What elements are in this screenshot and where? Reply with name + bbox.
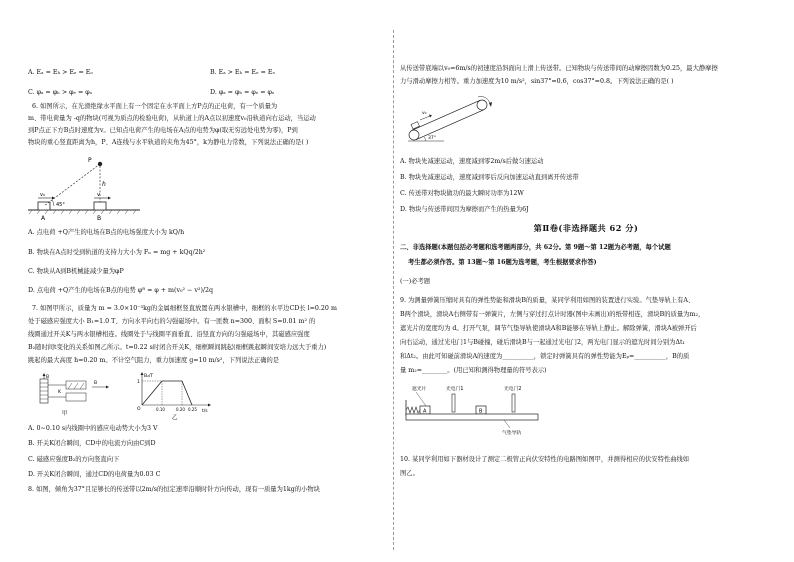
q8-option-b: B. 物块先减速运动，速度减到零后反向加速运动直到离开传送带 bbox=[400, 174, 579, 181]
graph-x2: 0.20 bbox=[176, 407, 185, 412]
q9-line-3: 遮光片的宽度均为 d。打开气泵，调节气垫导轨使滑块A和B能够在导轨上静止。解除弹簧，滑块A被弹开后 bbox=[400, 325, 697, 332]
svg-text:B: B bbox=[94, 381, 98, 386]
section-2-line-2: 考生都必须作答。第 13题～第 16题为选考题，考生根据要求作答) bbox=[408, 259, 597, 266]
q8-line-1: 8. 如图，倾角为37°且足够长的传送带以2m/s的恒定速率沿顺时针方向传动，现有一质量为1kg的小物块 bbox=[28, 486, 320, 493]
label-gate-1: 光电门1 bbox=[446, 387, 464, 392]
q6-line-1: 6. 如图所示，在光滑绝缘水平面上有一个固定在水平面上方P点的正电荷，有一个质量为 bbox=[32, 103, 278, 110]
q6-option-c: C. 物块从A到B机械能减少量为φP bbox=[28, 268, 124, 275]
option-b-energy: B. Eₐ > Eₕ = Eₑ = Eₒ bbox=[210, 69, 275, 76]
graph-xlabel: t/s bbox=[202, 409, 208, 414]
label-slider-b: B bbox=[479, 408, 483, 415]
q7-line-5: 跳起的最大高度 h=0.20 m。不计空气阻力，重力加速度 g=10 m/s²，下列说法正确的是 bbox=[28, 357, 280, 364]
b2-curve bbox=[142, 381, 192, 405]
q7-line-2: 处于磁感应强度大小 B₁=1.0 T、方向水平向右的匀强磁场中。有一匝数 n=300、面积 S=0.01 m² 的 bbox=[28, 318, 316, 325]
option-d-potential: D. φₐ = φₕ = φₑ = φₒ bbox=[210, 89, 275, 96]
figure-yi bbox=[137, 372, 211, 421]
lower-pulley bbox=[409, 130, 419, 140]
q7-line-1: 7. 如图甲所示，质量为 m = 3.0×10⁻³kg的金属细框竖直放置在两水银槽中，细框的水平边CD长 l=0.20 m bbox=[32, 305, 337, 312]
q10-line-2: 图乙。 bbox=[400, 470, 419, 477]
graph-origin: O bbox=[137, 407, 141, 412]
label-slider-a: A bbox=[423, 408, 427, 415]
q9-line-4: 向右运动，通过光电门1与B碰撞，碰后滑块B与一起通过光电门2，两光电门显示的遮光时间分别为Δt₁ bbox=[400, 339, 686, 346]
label-air-track: 气垫导轨 bbox=[502, 431, 522, 436]
block-b bbox=[94, 202, 106, 210]
q8-option-d: D. 物块与传送带间因为摩擦而产生的热量为6J bbox=[400, 206, 529, 213]
q9-line-6: 量 m₂=________。(用已知和测得物理量的符号表示) bbox=[400, 367, 547, 374]
q8-option-a: A. 物块先减速运动，速度减到零2m/s后做匀速运动 bbox=[400, 158, 544, 165]
label-v: v bbox=[97, 192, 100, 198]
graph-y1: 1 bbox=[137, 380, 140, 385]
q9-line-5: 和Δt₂。由此可知碰前滑块A的速度为__________，锁定时弹簧具有的弹性势能为Eₚ=__________，B的质 bbox=[400, 353, 690, 360]
q10-line-1: 10. 某同学利用如下器材设计了测定二极管正向伏安特性的电路图如图甲，并测得相应的伏安特性曲线如 bbox=[400, 456, 690, 463]
gate-1 bbox=[452, 394, 455, 412]
q8-diagram bbox=[404, 93, 494, 149]
label-v0: v₀ bbox=[40, 192, 45, 198]
q6-line-3: 到P点正下方B点时速度为v。已知点电荷产生的电场在A点的电势为φ(取无穷远处电势为零)，P到 bbox=[28, 127, 298, 134]
q8-label-angle: 37° bbox=[428, 136, 436, 141]
q7-option-d: D. 开关K闭合瞬间，通过CD的电荷量为0.03 C bbox=[28, 471, 161, 478]
air-track bbox=[406, 414, 538, 420]
q7-option-b: B. 开关K闭合瞬间，CD中的电流方向由C到D bbox=[28, 440, 156, 447]
section-2-required: (一)必考题 bbox=[400, 278, 431, 285]
label-shutter: 遮光片 bbox=[412, 387, 427, 392]
spring bbox=[406, 407, 420, 413]
q7-option-a: A. 0~0.10 s内线圈中的感应电动势大小为3 V bbox=[28, 425, 158, 432]
q8-cont-line-2: 力与滑动摩擦力相等。重力加速度为10 m/s²，sin37°=0.6，cos37°=0.8。下列说法正确的是( ) bbox=[400, 78, 674, 85]
label-gate-2: 光电门2 bbox=[504, 387, 522, 392]
q6-option-a: A. 点电荷 +Q产生的电场在B点的电场强度大小为 kQ/h bbox=[28, 229, 185, 236]
part-2-title: 第Ⅱ卷(非选择题共 62 分) bbox=[533, 223, 639, 233]
label-b: B bbox=[97, 215, 102, 222]
gate-2 bbox=[512, 394, 515, 412]
label-p: P bbox=[88, 157, 92, 164]
upper-pulley bbox=[477, 100, 487, 110]
svg-text:K: K bbox=[58, 390, 61, 395]
option-c-potential: C. φₐ = φₕ > φₑ = φₒ bbox=[28, 89, 93, 96]
fig-jia-label: 甲 bbox=[62, 411, 68, 417]
fig-yi-label: 乙 bbox=[172, 415, 178, 421]
label-angle: 45° bbox=[56, 202, 65, 208]
q9-line-2: B两个滑块，滑块A右侧带有一弹簧片，左侧与穿过打点计时器(图中未画出)的纸带相连，滑块B的质量为m₂， bbox=[400, 311, 705, 318]
section-2-line-1: 二、非选择题(本题包括必考题和选考题两部分，共 62分。第 9题～第 12题为必考题，每个试题 bbox=[400, 244, 671, 251]
graph-ylabel: B₂/T bbox=[144, 374, 154, 379]
q6-line-4: 物块的重心竖直距离为h，P、A连线与水平轨道的夹角为45°，k为静电力常数，下列说法正确的是( ) bbox=[28, 139, 309, 146]
q7-line-3: 线圈通过开关K与两水银槽相连。线圈处于与线圈平面垂直、沿竖直方向的匀强磁场中，其磁感应强度 bbox=[28, 331, 310, 338]
q6-diagram bbox=[28, 152, 148, 222]
column-divider bbox=[393, 30, 394, 550]
svg-text:B: B bbox=[46, 375, 50, 380]
label-a: A bbox=[41, 215, 46, 222]
q6-option-b: B. 物块在A点时受到轨道的支持力大小为 Fₙ = mg + kQq/2h² bbox=[28, 249, 206, 256]
q7-figures bbox=[32, 371, 212, 421]
q7-line-4: B₂随时间t变化的关系如图乙所示。t=0.22 s时闭合开关K，细框瞬间跳起(细框跳起瞬间安培力远大于重力) bbox=[28, 344, 327, 351]
q6-option-d: D. 点电荷 +Q产生的电场在B点的电势 φᴮ = φ + m(v₀² − v²)/2q bbox=[28, 287, 214, 294]
q7-option-c: C. 磁感应强度B₂的方向竖直向下 bbox=[28, 456, 120, 463]
q9-diagram bbox=[404, 382, 554, 438]
q8-label-v0: v₀ bbox=[422, 111, 427, 116]
q9-line-1: 9. 为测量弹簧压缩时具有的弹性势能和滑块B的质量，某同学利用如图的装置进行实验。气垫导轨上有A、 bbox=[400, 297, 695, 304]
q8-cont-line-1: 从传送带底端以v₀=6m/s的初速度沿斜面向上滑上传送带。已知物块与传送带间的动摩擦因数为0.25，最大静摩擦 bbox=[400, 65, 718, 72]
option-a-energy: A. Eₐ = Eₕ > Eₑ = Eₒ bbox=[28, 69, 93, 76]
label-h: h bbox=[102, 181, 106, 188]
figure-jia bbox=[40, 373, 109, 417]
graph-x1: 0.10 bbox=[156, 407, 165, 412]
graph-x3: 0.25 bbox=[188, 407, 197, 412]
q6-line-2: m、带电荷量为 -q的物块(可视为质点的检验电荷)，从轨道上的A点以初速度v₀沿轨道向右运动，当运动 bbox=[28, 115, 316, 122]
q8-option-c: C. 传送带对物块做功的最大瞬时功率为12W bbox=[400, 190, 524, 197]
